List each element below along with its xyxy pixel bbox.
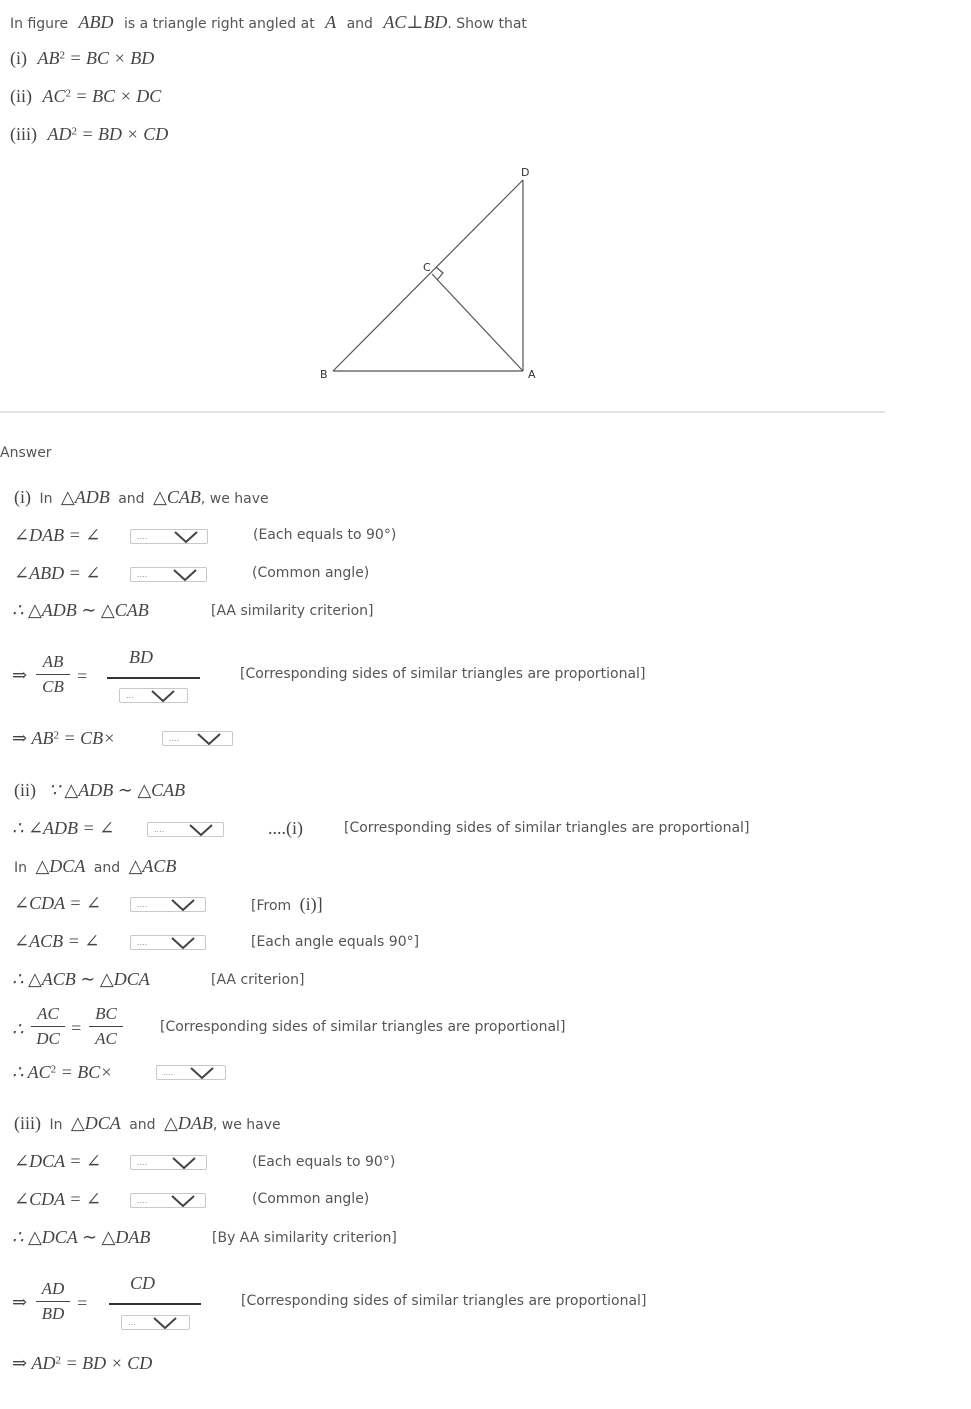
intro-text: and (346, 16, 373, 32)
part1-row3-reason: [AA similarity criterion] (211, 603, 374, 619)
dropdown-placeholder: .... (163, 1068, 174, 1077)
numerator: BC (95, 1004, 117, 1023)
math: △DCA (35, 856, 86, 876)
label-c: C (423, 261, 431, 274)
numerator: AB (42, 652, 64, 671)
part2-row3-dropdown[interactable] (130, 935, 206, 950)
part-lhs: AC (42, 86, 66, 106)
part2-fraction-1 (31, 1004, 65, 1049)
part3-row1-lhs: ∠DCA = ∠ (14, 1151, 101, 1171)
part2-row2-reason (251, 894, 323, 915)
chevron-down-icon (170, 899, 196, 911)
equals: = (76, 1293, 89, 1313)
part2-row4-lhs: ∴ △ACB ∼ △DCA (12, 969, 150, 989)
intro-math-perp: AC⊥BD (383, 12, 448, 32)
numerator: AD (41, 1279, 65, 1298)
rhs: = BD × CD (65, 1353, 153, 1373)
part-lhs: AD (47, 124, 72, 144)
chevron-down-icon (173, 531, 199, 543)
lhs: ∴ AC (12, 1062, 51, 1082)
chevron-down-icon (170, 937, 196, 949)
part2-row2-dropdown[interactable] (130, 897, 206, 912)
part3-frac-reason: [Corresponding sides of similar triangles are proportional] (241, 1293, 647, 1309)
lhs: AD (31, 1353, 56, 1373)
dropdown-placeholder: .... (137, 900, 148, 909)
part-exp: 2 (71, 125, 77, 138)
part1-row3-lhs: ∴ △ADB ∼ △CAB (12, 600, 149, 620)
fraction-bar (31, 1026, 65, 1027)
part2-in (14, 856, 176, 877)
text: In (14, 860, 28, 876)
part1-intro (14, 487, 269, 508)
part-label: (i) (14, 487, 31, 507)
part2-row3-lhs: ∠ACB = ∠ (14, 931, 100, 951)
intro-text: is a triangle right angled at (124, 16, 315, 32)
chevron-down-icon (188, 824, 214, 836)
part3-row3-lhs: ∴ △DCA ∼ △DAB (12, 1227, 151, 1247)
text: and (118, 491, 145, 507)
part2-row1-dropdown[interactable] (147, 822, 224, 837)
denominator: CB (42, 677, 64, 696)
numerator: AC (37, 1004, 59, 1023)
part3-row1-dropdown[interactable] (130, 1155, 207, 1170)
dropdown-placeholder: .... (137, 1158, 148, 1167)
triangle-figure (310, 160, 550, 390)
dropdown-placeholder: .... (137, 532, 148, 541)
question-part-1 (10, 48, 154, 69)
label-a: A (528, 368, 536, 381)
part1-row2-dropdown[interactable] (130, 567, 207, 582)
part3-row2-lhs: ∠CDA = ∠ (14, 1189, 101, 1209)
part3-fraction (36, 1279, 70, 1324)
part-exp: 2 (59, 49, 65, 62)
part2-intro (14, 780, 185, 801)
part-label: (iii) (14, 1113, 41, 1133)
part1-final-dropdown[interactable] (162, 731, 233, 746)
part1-row1-dropdown[interactable] (130, 529, 208, 544)
part1-row2-lhs: ∠ABD = ∠ (14, 563, 101, 583)
part2-row1-ref: ....(i) (268, 818, 303, 838)
part2-final-dropdown[interactable] (156, 1065, 226, 1080)
part3-intro (14, 1113, 281, 1134)
dropdown-placeholder: .... (137, 570, 148, 579)
intro-text: In figure (10, 16, 69, 32)
fraction-bar (107, 677, 200, 679)
part-rhs: = BC × BD (69, 48, 155, 68)
math: △ADB (60, 487, 110, 507)
part-rhs: = BD × CD (81, 124, 169, 144)
part1-frac-reason: [Corresponding sides of similar triangles are proportional] (240, 666, 646, 682)
math: △CAB (153, 487, 201, 507)
label-d: D (521, 166, 530, 179)
dropdown-placeholder: ... (128, 1318, 136, 1327)
part3-row1-reason: (Each equals to 90°) (252, 1154, 396, 1170)
part-label: (iii) (10, 124, 37, 144)
text: and (93, 860, 121, 876)
part3-row2-dropdown[interactable] (130, 1193, 206, 1208)
divider (0, 411, 885, 413)
part3-frac-dropdown[interactable] (121, 1315, 190, 1330)
dropdown-placeholder: .... (169, 734, 180, 743)
part2-fraction-2 (89, 1004, 123, 1049)
lhs: AB (31, 728, 54, 748)
part3-arrow: ⇒ (12, 1292, 28, 1312)
part2-row1-reason: [Corresponding sides of similar triangles are proportional] (344, 820, 750, 836)
part1-row1-lhs: ∠DAB = ∠ (14, 525, 101, 545)
fraction-bar (89, 1026, 123, 1027)
text: [From (251, 898, 292, 914)
label-b: B (320, 368, 328, 381)
part2-row3-reason: [Each angle equals 90°] (251, 934, 420, 950)
dropdown-placeholder: .... (137, 1196, 148, 1205)
text: , we have (212, 1117, 281, 1133)
dropdown-placeholder: .... (137, 938, 148, 947)
part-rhs: = BC × DC (75, 86, 162, 106)
text: In (49, 1117, 63, 1133)
part3-frac2-numerator: CD (130, 1273, 156, 1293)
part3-row2-reason: (Common angle) (252, 1191, 370, 1207)
chevron-down-icon (152, 1317, 178, 1329)
math: (i)] (299, 894, 323, 914)
exp: 2 (53, 729, 60, 742)
denominator: DC (36, 1029, 60, 1048)
denominator: AC (95, 1029, 117, 1048)
chevron-down-icon (170, 1195, 196, 1207)
intro-math-vertex: A (325, 12, 337, 32)
arrow: ⇒ (12, 1353, 28, 1373)
chevron-down-icon (189, 1067, 215, 1079)
question-intro (10, 12, 527, 33)
part3-final (12, 1353, 152, 1374)
math: △ACB (128, 856, 177, 876)
part2-row1-lhs: ∴ ∠ADB = ∠ (12, 818, 115, 838)
question-part-3 (10, 124, 168, 145)
fraction-bar (109, 1303, 201, 1305)
part2-therefore: ∴ (12, 1019, 24, 1039)
part2-final (12, 1062, 112, 1083)
intro-text: . Show that (447, 16, 527, 32)
equals: = (70, 1018, 83, 1038)
equals: = (76, 666, 89, 686)
part1-fraction (36, 652, 70, 697)
arrow: ⇒ (12, 728, 28, 748)
intro-math-triangle: ABD (78, 12, 114, 32)
fraction-bar (36, 674, 70, 675)
part-label: (ii) (10, 86, 32, 106)
answer-heading: Answer (0, 445, 52, 461)
part2-frac-reason: [Corresponding sides of similar triangles are proportional] (160, 1019, 566, 1035)
math: △DCA (70, 1113, 121, 1133)
exp: 2 (50, 1063, 57, 1076)
part2-row4-reason: [AA criterion] (211, 972, 305, 988)
part2-row2-lhs: ∠CDA = ∠ (14, 893, 101, 913)
part1-row2-reason: (Common angle) (252, 565, 370, 581)
text: , we have (200, 491, 269, 507)
part1-final (12, 728, 115, 749)
chevron-down-icon (171, 1157, 197, 1169)
fraction-bar (36, 1301, 70, 1302)
rhs: = BC× (60, 1062, 113, 1082)
part1-frac2-numerator: BD (129, 647, 153, 667)
text: In (39, 491, 53, 507)
part-lhs: AB (37, 48, 60, 68)
part-exp: 2 (65, 87, 71, 100)
part-label: (i) (10, 48, 27, 68)
math: △DAB (164, 1113, 213, 1133)
part1-row1-reason: (Each equals to 90°) (253, 527, 397, 543)
rhs: = CB× (63, 728, 116, 748)
chevron-down-icon (150, 690, 176, 702)
part1-arrow: ⇒ (12, 665, 28, 685)
question-part-2 (10, 86, 161, 107)
text: and (129, 1117, 156, 1133)
part1-frac-dropdown[interactable] (119, 688, 188, 703)
dropdown-placeholder: .... (154, 825, 165, 834)
exp: 2 (55, 1354, 62, 1367)
part3-row3-reason: [By AA similarity criterion] (212, 1230, 397, 1246)
denominator: BD (41, 1304, 65, 1323)
dropdown-placeholder: ... (126, 691, 134, 700)
part-label: (ii) (14, 780, 36, 800)
math: ∵ △ADB ∼ △CAB (48, 780, 186, 800)
chevron-down-icon (172, 569, 198, 581)
chevron-down-icon (196, 733, 222, 745)
